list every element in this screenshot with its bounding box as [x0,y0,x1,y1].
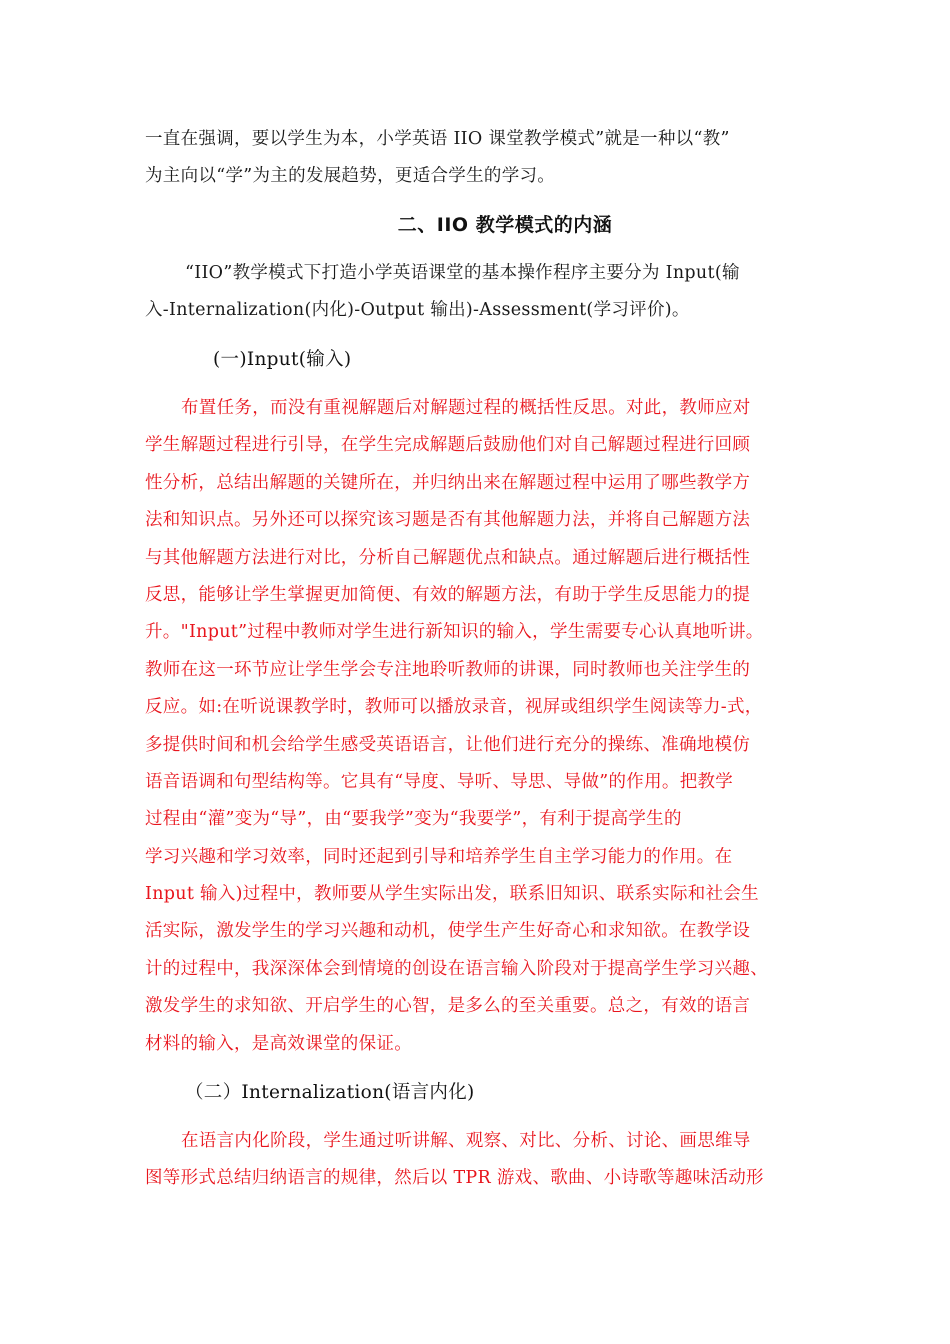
subsection-1-line-3: 性分析，总结出解题的关键所在，并归纳出来在解题过程中运用了哪些教学方 [145,472,751,493]
subsection-1-line-5: 与其他解题方法进行对比，分析自己解题优点和缺点。通过解题后进行概括性 [145,547,751,568]
section-heading: 二、IIO 教学模式的内涵 [397,214,613,236]
subsection-1-line-11: 语音语调和句型结构等。它具有“导度、导听、导思、导做”的作用。把教学 [145,771,734,792]
subsection-1-line-15: 活实际，激发学生的学习兴趣和动机，使学生产生好奇心和求知欲。在教学设 [145,921,751,942]
subsection-1-line-9: 反应。如:在听说课教学时，教师可以播放录音，视屏或组织学生阅读等力-式， [145,697,763,718]
subsection-1-line-18: 材料的输入，是高效课堂的保证。 [145,1033,412,1054]
subsection-1-line-10: 多提供时间和机会给学生感受英语语言，让他们进行充分的操练、准确地模仿 [145,734,751,755]
subsection-1-title: (一)Input(输入) [213,349,352,370]
subsection-1-line-16: 计的过程中，我深深体会到情境的创设在语言输入阶段对于提高学生学习兴趣、 [145,958,768,979]
subsection-1-line-4: 法和知识点。另外还可以探究该习题是否有其他解题力法，并将自己解题方法 [145,510,751,531]
subsection-2-line-2: 图等形式总结归纳语言的规律，然后以 TPR 游戏、歌曲、小诗歌等趣味活动形 [145,1168,764,1189]
subsection-1-line-7: 升。"Input”过程中教师对学生进行新知识的输入，学生需要专心认真地听讲。 [145,622,764,643]
intro-paragraph [145,121,811,196]
intro-line-1: 一直在强调，要以学生为本，小学英语 IIO 课堂教学模式”就是一种以“教” [145,129,730,149]
subsection-2-line-1: 在语言内化阶段，学生通过听讲解、观察、对比、分析、讨论、画思维导 [181,1131,751,1151]
section-intro-paragraph [145,255,811,330]
section-intro-line-1: “IIO”教学模式下打造小学英语课堂的基本操作程序主要分为 Input(输 [185,263,740,283]
subsection-1-line-1: 布置任务，而没有重视解题后对解题过程的概括性反思。对此，教师应对 [181,398,751,418]
subsection-1-paragraph [145,390,811,1063]
subsection-1-line-6: 反思，能够让学生掌握更加简便、有效的解题方法，有助于学生反思能力的提 [145,584,751,605]
section-intro-line-2: 入-Internalization(内化)-Output 输出)-Assessment(学习评价)。 [145,300,690,321]
subsection-1-line-2: 学生解题过程进行引导，在学生完成解题后鼓励他们对自己解题过程进行回顾 [145,435,751,456]
subsection-2-title: （二）Internalization(语言内化) [185,1082,475,1103]
subsection-1-line-12: 过程由“灌”变为“导”，由“要我学”变为“我要学”，有利于提高学生的 [145,809,682,830]
subsection-1-line-8: 教师在这一环节应让学生学会专注地聆听教师的讲课，同时教师也关注学生的 [145,659,751,680]
subsection-1-line-13: 学习兴趣和学习效率，同时还起到引导和培养学生自主学习能力的作用。在 [145,846,733,867]
intro-line-2: 为主向以“学”为主的发展趋势，更适合学生的学习。 [145,166,556,187]
subsection-1-line-14: Input 输入)过程中，教师要从学生实际出发，联系旧知识、联系实际和社会生 [145,884,759,905]
subsection-2-paragraph [145,1123,811,1198]
subsection-1-line-17: 激发学生的求知欲、开启学生的心智，是多么的至关重要。总之，有效的语言 [145,996,751,1017]
